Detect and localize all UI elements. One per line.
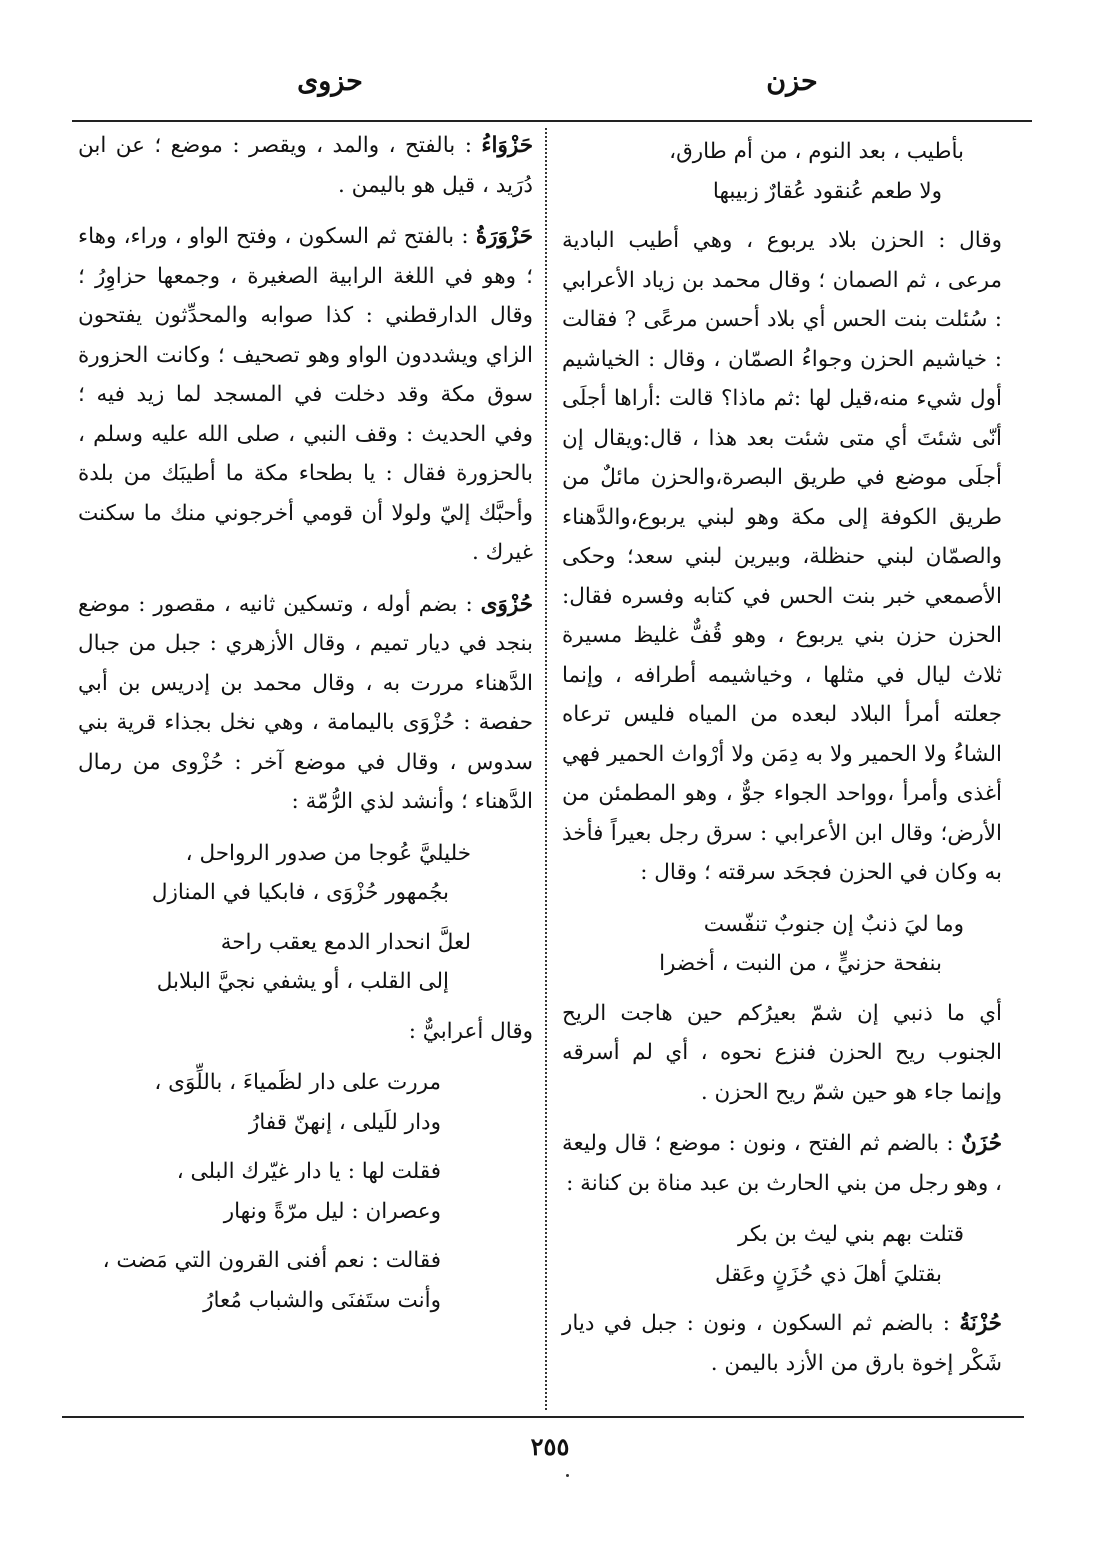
verse-block <box>78 1241 533 1320</box>
entry-hazwara <box>78 217 533 573</box>
entry-hazwaa <box>78 126 533 205</box>
verse-block <box>78 1063 533 1142</box>
verse-line: وأنت ستَفنَى والشباب مُعارُ <box>203 1287 441 1313</box>
paragraph: وقال أعرابيٌّ : <box>408 1018 533 1044</box>
verse-line: مررت على دار لظَمياءَ ، باللِّوَى ، <box>154 1070 441 1095</box>
verse-line: خليليَّ عُوجا من صدور الرواحل ، <box>185 840 471 866</box>
entry-hazan <box>562 1124 1002 1203</box>
verse-line: بنفحة حزنيٍّ ، من النبت ، أخضرا <box>659 951 942 976</box>
verse-block <box>78 1152 533 1231</box>
verse-line: بأطيب ، بعد النوم ، من أم طارق، <box>669 139 964 164</box>
verse-line: ودار للَيلى ، إنهنّ قفارُ <box>248 1109 441 1135</box>
verse-block <box>562 132 1002 211</box>
entry-term: حَزْوَاءُ <box>481 133 533 158</box>
print-mark <box>566 1474 569 1477</box>
verse-line: إلى القلب ، أو يشفي نجيَّ البلابل <box>156 969 449 994</box>
entry-term: حُزْنَةُ <box>959 1311 1002 1336</box>
right-column <box>562 132 1002 1395</box>
verse-line: ولا طعم عُنقود عُقارٌ زبيبها <box>712 178 942 204</box>
verse-line: لعلَّ انحدار الدمع يعقب راحة <box>220 929 471 955</box>
running-head-right: حزن <box>766 66 818 97</box>
entry-text: : بالفتح ثم السكون ، وفتح الواو ، وراء، وهاء ؛ وهو في اللغة الرابية الصغيرة ، وجمعها حزاوِرُ ؛ وقال الدارقطني : كذا صوابه والمحدِّثون يفتحون الزاي ويشددون الواو وهو تصحيف ؛ وكانت الحزورة سوق مكة وقد دخلت في المسجد لما زيد فيه ؛ وفي الحديث : وقف النبي ، صلى الله عليه وسلم ، بالحزورة فقال : يا بطحاء مكة ما أطيبَك من بلدة وأحبَّك إليّ ولولا أن قومي أخرجوني منك ما سكنت غيرك . <box>78 224 533 565</box>
verse-block <box>562 905 1002 984</box>
verse-line: فقالت : نعم أفنى القرون التي مَضت ، <box>102 1248 441 1273</box>
entry-term: حُزْوَى <box>480 591 533 617</box>
verse-block <box>78 923 533 1002</box>
entry-text: : بالفتح ، والمد ، ويقصر : موضع ؛ عن ابن دُرَيد ، قيل هو باليمن . <box>78 133 533 198</box>
verse-line: بجُمهور حُزْوَى ، فابكيا في المنازل <box>151 880 449 905</box>
entry-huzwa <box>78 585 533 822</box>
paragraph: وقال : الحزن بلاد يربوع ، وهي أطيب البادية مرعى ، ثم الصمان ؛ وقال محمد بن زياد الأعرابي : سُئلت بنت الحس أي بلاد أحسن مرعًى ? فقالت : خياشيم الحزن وجواءُ الصمّان ، وقال : الخياشيم أول شيء منه،قيل لها :ثم ماذا؟ قالت :أراها أجلَى أنّى شئتَ أي متى شئت بعد هذا ، قال:ويقال إن أجلَى موضع في طريق البصرة،والحزن مائلٌ من طريق الكوفة إلى مكة وهو لبني يربوع،والدَّهناء والصمّان لبني حنظلة، وبيرين لبني سعد؛ وحكى الأصمعي خبر بنت الحس في كتابه وفسره فقال: الحزن حزن بني يربوع ، وهو قُفٌّ غليظ مسيرة ثلاث ليال في مثلها ، وخياشيمه أطرافه ، وإنما جعلته أمرأ البلاد لبعده من المياه فليس ترعاه الشاءُ ولا الحمير ولا به دِمَن ولا أرْواث الحمير فهي أغذى وأمرأ ،وواحد الجواء جوٌّ ، وهو المطمئن من الأرض؛ وقال ابن الأعرابي : سرق رجل بعيراً فأخذ به وكان في الحزن فجحَد سرقته ؛ وقال : <box>562 228 1002 885</box>
header-rule <box>72 120 1032 122</box>
running-head-left: حزوى <box>297 66 363 97</box>
verse-block <box>562 1215 1002 1294</box>
verse-line: بقتليَ أهلَ ذي حُزَنٍ وعَقل <box>714 1261 942 1287</box>
column-divider <box>545 128 547 1410</box>
verse-line: وما ليَ ذنبٌ إن جنوبٌ تنفّست <box>703 911 964 937</box>
entry-term: حَزْوَرَةُ <box>475 224 533 249</box>
verse-line: قتلت بهم بني ليث بن بكر <box>738 1222 964 1247</box>
verse-line: وعصران : ليل مرّةً ونهار <box>223 1198 441 1224</box>
page-number: ٢٥٥ <box>530 1432 570 1461</box>
verse-block <box>78 834 533 913</box>
footer-rule <box>62 1416 1024 1418</box>
paragraph: أي ما ذنبي إن شمّ بعيرُكم حين هاجت الريح الجنوب ريح الحزن فنزع نحوه ، أي لم أسرقه وإنما جاء هو حين شمّ ريح الحزن . <box>562 1000 1002 1105</box>
entry-text: : بضم أوله ، وتسكين ثانيه ، مقصور : موضع بنجد في ديار تميم ، وقال الأزهري : جبل من جبال الدَّهناء مررت به ، وقال محمد بن إدريس بن أبي حفصة : حُزْوَى باليمامة ، وهي نخل بجذاء قرية بني سدوس ، وقال في موضع آخر : حُزْوى من رمال الدَّهناء ؛ وأنشد لذي الرُّمّة : <box>78 591 533 814</box>
verse-line: فقلت لها : يا دار غيّرك البلى ، <box>176 1159 441 1184</box>
entry-text: : بالضم ثم الفتح ، ونون : موضع ؛ قال وليعة ، وهو رجل من بني الحارث بن عبد مناة بن كنانة : <box>562 1131 1002 1196</box>
left-column <box>78 126 533 1330</box>
entry-text: : بالضم ثم السكون ، ونون : جبل في ديار شَكْر إخوة بارق من الأزد باليمن . <box>562 1311 1002 1376</box>
entry-term: حُزَنٌ <box>961 1131 1002 1156</box>
entry-huzna <box>562 1304 1002 1383</box>
